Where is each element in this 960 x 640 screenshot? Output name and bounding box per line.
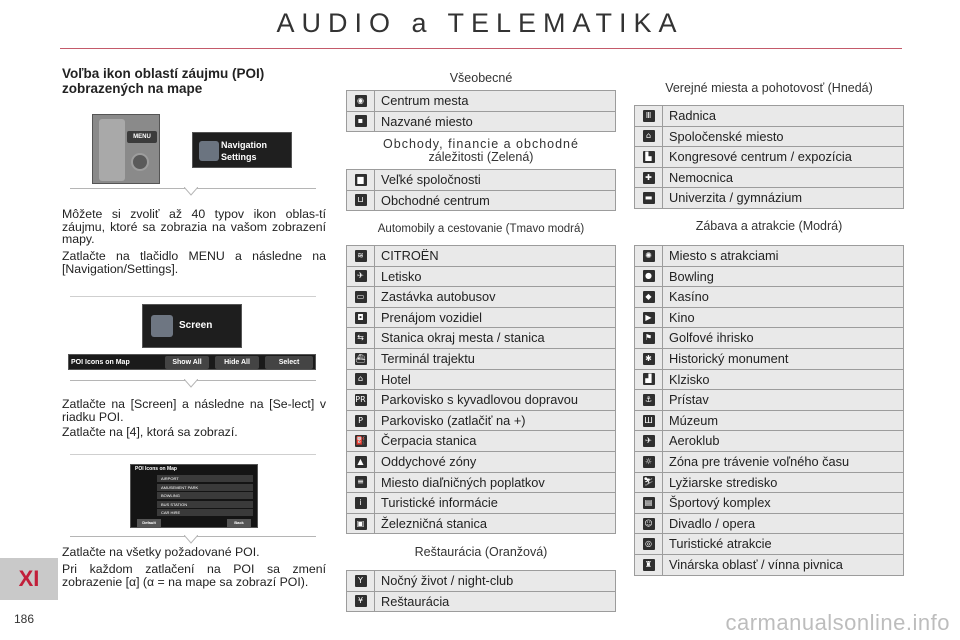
icon-cell <box>635 127 663 147</box>
settings-label: Settings <box>221 152 257 162</box>
ice-rink-icon: ▟ <box>643 373 655 385</box>
general-heading: Všeobecné <box>449 71 513 85</box>
poi-category-label: Čerpacia stanica <box>381 433 477 449</box>
poi-category-label: Aeroklub <box>669 433 720 449</box>
hotel-icon: ⌂ <box>355 373 367 385</box>
icon-cell <box>635 168 663 188</box>
poi-category-row <box>346 473 616 494</box>
monument-icon: ✱ <box>643 353 655 365</box>
icon-cell <box>635 411 663 431</box>
poi-category-row <box>634 555 904 576</box>
wine-region-icon: ♜ <box>643 559 655 571</box>
icon-cell <box>635 555 663 575</box>
nightlife-icon: Y <box>355 575 367 587</box>
icon-cell <box>347 287 375 307</box>
business-heading-line1: Obchody, financie a obchodné <box>383 137 579 151</box>
screen-icon <box>151 315 173 337</box>
default-button[interactable]: Default <box>137 519 161 527</box>
public-table <box>634 105 904 209</box>
icon-cell <box>347 308 375 328</box>
convention-center-icon: ▙ <box>643 151 655 163</box>
poi-category-row <box>346 452 616 473</box>
poi-category-label: Hotel <box>381 371 411 387</box>
poi-category-label: Kino <box>669 309 695 325</box>
poi-category-row <box>634 473 904 494</box>
icon-cell <box>347 571 375 591</box>
poi-category-label: Zastávka autobusov <box>381 289 496 305</box>
tourist-info-icon: i <box>355 497 367 509</box>
poi-category-label: Obchodné centrum <box>381 192 490 208</box>
marina-icon: ⚓ <box>643 394 655 406</box>
poi-category-label: Turistické informácie <box>381 495 498 511</box>
poi-category-label: Univerzita / gymnázium <box>669 190 802 206</box>
restaurant-icon: ¥ <box>355 595 367 607</box>
poi-category-row <box>346 349 616 370</box>
bus-stop-icon: ▭ <box>355 291 367 303</box>
travel-table <box>346 245 616 534</box>
poi-list-item[interactable]: BUS STATION <box>157 501 253 508</box>
step2b-text: Zatlačte na [4], ktorá sa zobrazí. <box>62 425 238 439</box>
icon-cell <box>347 390 375 410</box>
poi-icons-label: POI Icons on Map <box>71 359 130 366</box>
divider <box>70 536 316 537</box>
sports-complex-icon: ▤ <box>643 497 655 509</box>
suburban-station-icon: ⇆ <box>355 332 367 344</box>
poi-category-row <box>346 91 616 112</box>
icon-cell <box>635 106 663 126</box>
poi-category-row <box>634 390 904 411</box>
icon-cell <box>347 431 375 451</box>
tourist-attraction-icon: ◎ <box>643 538 655 550</box>
poi-category-label: Železničná stanica <box>381 515 487 531</box>
icon-cell <box>347 191 375 211</box>
icon-cell <box>635 188 663 208</box>
divider <box>70 454 316 455</box>
show-all-button[interactable]: Show All <box>165 356 209 369</box>
poi-category-row <box>346 328 616 349</box>
aeroclub-icon: ✈ <box>643 435 655 447</box>
shopping-center-icon: ⊔ <box>355 194 367 206</box>
icon-cell <box>347 370 375 390</box>
town-hall-icon: Ⅲ <box>643 110 655 122</box>
settings-icon <box>199 141 219 161</box>
city-center-icon: ◉ <box>355 95 367 107</box>
poi-category-label: Miesto diaľničných poplatkov <box>381 474 545 490</box>
screen-screenshot <box>142 304 242 348</box>
poi-list-screenshot <box>130 464 258 528</box>
poi-category-label: Prenájom vozidiel <box>381 309 483 325</box>
poi-category-label: Klzisko <box>669 371 710 387</box>
poi-category-label: Turistické atrakcie <box>669 536 772 552</box>
named-place-icon: ▪ <box>355 115 367 127</box>
poi-category-row <box>634 147 904 168</box>
poi-category-row <box>634 267 904 288</box>
chapter-badge <box>0 558 58 600</box>
poi-category-label: Divadlo / opera <box>669 515 756 531</box>
poi-category-label: Terminál trajektu <box>381 350 475 366</box>
poi-category-label: Parkovisko s kyvadlovou dopravou <box>381 392 579 408</box>
icon-cell <box>347 246 375 266</box>
icon-cell <box>347 328 375 348</box>
restaurant-table <box>346 570 616 612</box>
poi-category-label: Múzeum <box>669 412 719 428</box>
rest-area-icon: ▲ <box>355 456 367 468</box>
poi-category-row <box>346 514 616 535</box>
poi-category-label: Radnica <box>669 108 716 123</box>
icon-cell <box>347 411 375 431</box>
poi-category-row <box>346 246 616 267</box>
poi-category-row <box>346 170 616 191</box>
ferry-terminal-icon: ⛴ <box>355 353 366 363</box>
restaurant-heading: Reštaurácia (Oranžová) <box>414 545 548 559</box>
icon-cell <box>635 267 663 287</box>
step3b-text: Pri každom zatlačení na POI sa zmení zobrazenie [α] (α = na mape sa zobrazí POI). <box>62 562 326 589</box>
attraction-icon: ✺ <box>643 250 655 262</box>
select-button[interactable]: Select <box>265 356 313 369</box>
poi-category-row <box>634 106 904 127</box>
poi-category-row <box>634 452 904 473</box>
poi-category-row <box>346 370 616 391</box>
poi-category-row <box>346 112 616 133</box>
icon-cell <box>635 514 663 534</box>
poi-category-row <box>634 127 904 148</box>
chapter-number: XI <box>18 566 40 591</box>
public-heading: Verejné miesta a pohotovosť (Hnedá) <box>665 81 873 95</box>
page-title: AUDIO a TELEMATIKA <box>276 8 684 38</box>
icon-cell <box>347 91 375 111</box>
poi-category-row <box>634 514 904 535</box>
poi-category-label: Spoločenské miesto <box>669 128 784 144</box>
navigation-settings-screenshot <box>192 132 292 168</box>
poi-category-label: Kongresové centrum / expozícia <box>669 149 852 165</box>
poi-category-label: Golfové ihrisko <box>669 330 754 346</box>
poi-category-label: Vinárska oblasť / vínna pivnica <box>669 556 843 572</box>
poi-category-row <box>634 431 904 452</box>
poi-category-label: Nemocnica <box>669 169 734 185</box>
poi-category-row <box>346 287 616 308</box>
cinema-icon: ▶ <box>643 312 655 324</box>
icon-cell <box>635 390 663 410</box>
poi-list-item[interactable]: BOWLING <box>157 492 253 499</box>
icon-cell <box>347 170 375 190</box>
community-center-icon: ⌂ <box>643 130 655 142</box>
leisure-heading: Zábava a atrakcie (Modrá) <box>695 219 843 233</box>
icon-cell <box>635 287 663 307</box>
icon-cell <box>635 349 663 369</box>
poi-category-row <box>634 349 904 370</box>
poi-category-label: Lyžiarske stredisko <box>669 474 778 490</box>
poi-category-label: Centrum mesta <box>381 93 469 108</box>
icon-cell <box>635 534 663 554</box>
museum-icon: Ш <box>644 415 653 425</box>
golf-icon: ⚑ <box>643 332 655 344</box>
poi-category-row <box>634 534 904 555</box>
icon-cell <box>347 267 375 287</box>
poi-category-label: Kasíno <box>669 289 709 305</box>
hide-all-button[interactable]: Hide All <box>215 356 259 369</box>
step2-text: Zatlačte na [Screen] a následne na [Se-lect] v riadku POI. <box>62 397 326 424</box>
poi-list-header: POI Icons on Map <box>135 466 177 472</box>
airport-icon: ✈ <box>355 270 367 282</box>
business-table <box>346 169 616 211</box>
poi-category-row <box>346 390 616 411</box>
poi-category-label: Zóna pre trávenie voľného času <box>669 453 850 469</box>
icon-cell <box>635 370 663 390</box>
poi-category-row <box>634 370 904 391</box>
icon-cell <box>347 452 375 472</box>
hospital-icon: ✚ <box>643 172 655 184</box>
poi-category-row <box>634 411 904 432</box>
poi-category-row <box>634 328 904 349</box>
leisure-table <box>634 245 904 576</box>
poi-category-label: Veľké spoločnosti <box>381 172 481 187</box>
divider <box>70 296 316 297</box>
poi-category-row <box>634 246 904 267</box>
title-rule <box>60 48 902 49</box>
navigation-label: Navigation <box>221 140 268 150</box>
icon-cell <box>635 308 663 328</box>
poi-category-row <box>346 493 616 514</box>
poi-category-label: Historický monument <box>669 350 789 366</box>
icon-cell <box>347 514 375 534</box>
step1-text: Môžete si zvoliť až 40 typov ikon oblas-tí záujmu, ktoré sa zobrazia na vašom zobrazení mapy. <box>62 207 326 246</box>
poi-category-row <box>346 411 616 432</box>
icon-cell <box>347 473 375 493</box>
ski-resort-icon: ⛷ <box>643 477 654 487</box>
screen-label: Screen <box>179 320 213 331</box>
poi-category-row <box>346 592 616 613</box>
watermark: carmanualsonline.info <box>725 610 950 635</box>
poi-category-row <box>346 191 616 212</box>
business-heading-line2: záležitosti (Zelená) <box>428 150 534 164</box>
poi-category-label: Oddychové zóny <box>381 453 477 469</box>
step3-text: Zatlačte na všetky požadované POI. <box>62 545 260 559</box>
poi-category-label: Bowling <box>669 268 714 284</box>
divider <box>70 188 316 189</box>
section-heading: Voľba ikon oblastí záujmu (POI) zobrazených na mape <box>62 66 265 96</box>
recreation-zone-icon: ☼ <box>643 456 655 468</box>
icon-cell <box>635 493 663 513</box>
poi-category-row <box>634 308 904 329</box>
poi-category-label: Nočný život / night-club <box>381 573 514 588</box>
menu-button-label: MENU <box>133 134 151 140</box>
toll-booth-icon: ≡ <box>355 476 367 488</box>
icon-cell <box>347 112 375 132</box>
icon-cell <box>347 592 375 612</box>
icon-cell <box>635 246 663 266</box>
poi-category-label: Športový komplex <box>669 495 771 511</box>
parking-icon: P <box>355 415 367 427</box>
icon-cell <box>635 473 663 493</box>
poi-category-label: Prístav <box>669 392 709 408</box>
poi-category-label: CITROËN <box>381 248 439 263</box>
theatre-icon: ☺ <box>644 518 653 528</box>
poi-row-screenshot <box>68 354 316 370</box>
dial-knob-icon <box>131 153 149 171</box>
poi-category-label: Stanica okraj mesta / stanica <box>381 330 545 346</box>
poi-category-label: Letisko <box>381 268 422 284</box>
divider <box>70 380 316 381</box>
poi-category-row <box>634 168 904 189</box>
university-icon: ▬ <box>643 192 655 204</box>
icon-cell <box>347 493 375 513</box>
icon-cell <box>347 349 375 369</box>
park-and-ride-icon: PR <box>355 394 366 404</box>
fuel-station-icon: ⛽ <box>355 436 366 446</box>
big-company-icon: ▆ <box>355 174 367 186</box>
bowling-icon: ● <box>643 270 655 282</box>
poi-category-row <box>346 267 616 288</box>
icon-cell <box>635 431 663 451</box>
poi-category-row <box>634 188 904 209</box>
poi-list-item[interactable]: AIRPORT <box>157 475 253 482</box>
poi-category-label: Reštaurácia <box>381 593 450 609</box>
icon-cell <box>635 147 663 167</box>
poi-category-label: Nazvané miesto <box>381 113 473 129</box>
poi-list-item[interactable]: AMUSEMENT PARK <box>157 484 253 491</box>
casino-icon: ◆ <box>643 291 655 303</box>
poi-category-label: Parkovisko (zatlačiť na +) <box>381 412 526 428</box>
step1b-text: Zatlačte na tlačidlo MENU a následne na [Navigation/Settings]. <box>62 249 326 276</box>
car-rental-icon: ◘ <box>355 312 367 324</box>
general-table <box>346 90 616 132</box>
poi-category-row <box>634 493 904 514</box>
poi-category-row <box>346 431 616 452</box>
travel-heading: Automobily a cestovanie (Tmavo modrá) <box>377 223 585 235</box>
icon-cell <box>635 328 663 348</box>
poi-category-row <box>634 287 904 308</box>
train-station-icon: ▣ <box>355 518 367 530</box>
poi-list-item[interactable]: CAR HIRE <box>157 509 253 516</box>
icon-cell <box>635 452 663 472</box>
poi-category-row <box>346 571 616 592</box>
menu-screenshot <box>92 114 160 184</box>
page-number: 186 <box>14 612 35 626</box>
poi-category-row <box>346 308 616 329</box>
citroen-icon: ≋ <box>355 250 367 262</box>
back-button[interactable]: Back <box>227 519 251 527</box>
poi-category-label: Miesto s atrakciami <box>669 248 779 263</box>
